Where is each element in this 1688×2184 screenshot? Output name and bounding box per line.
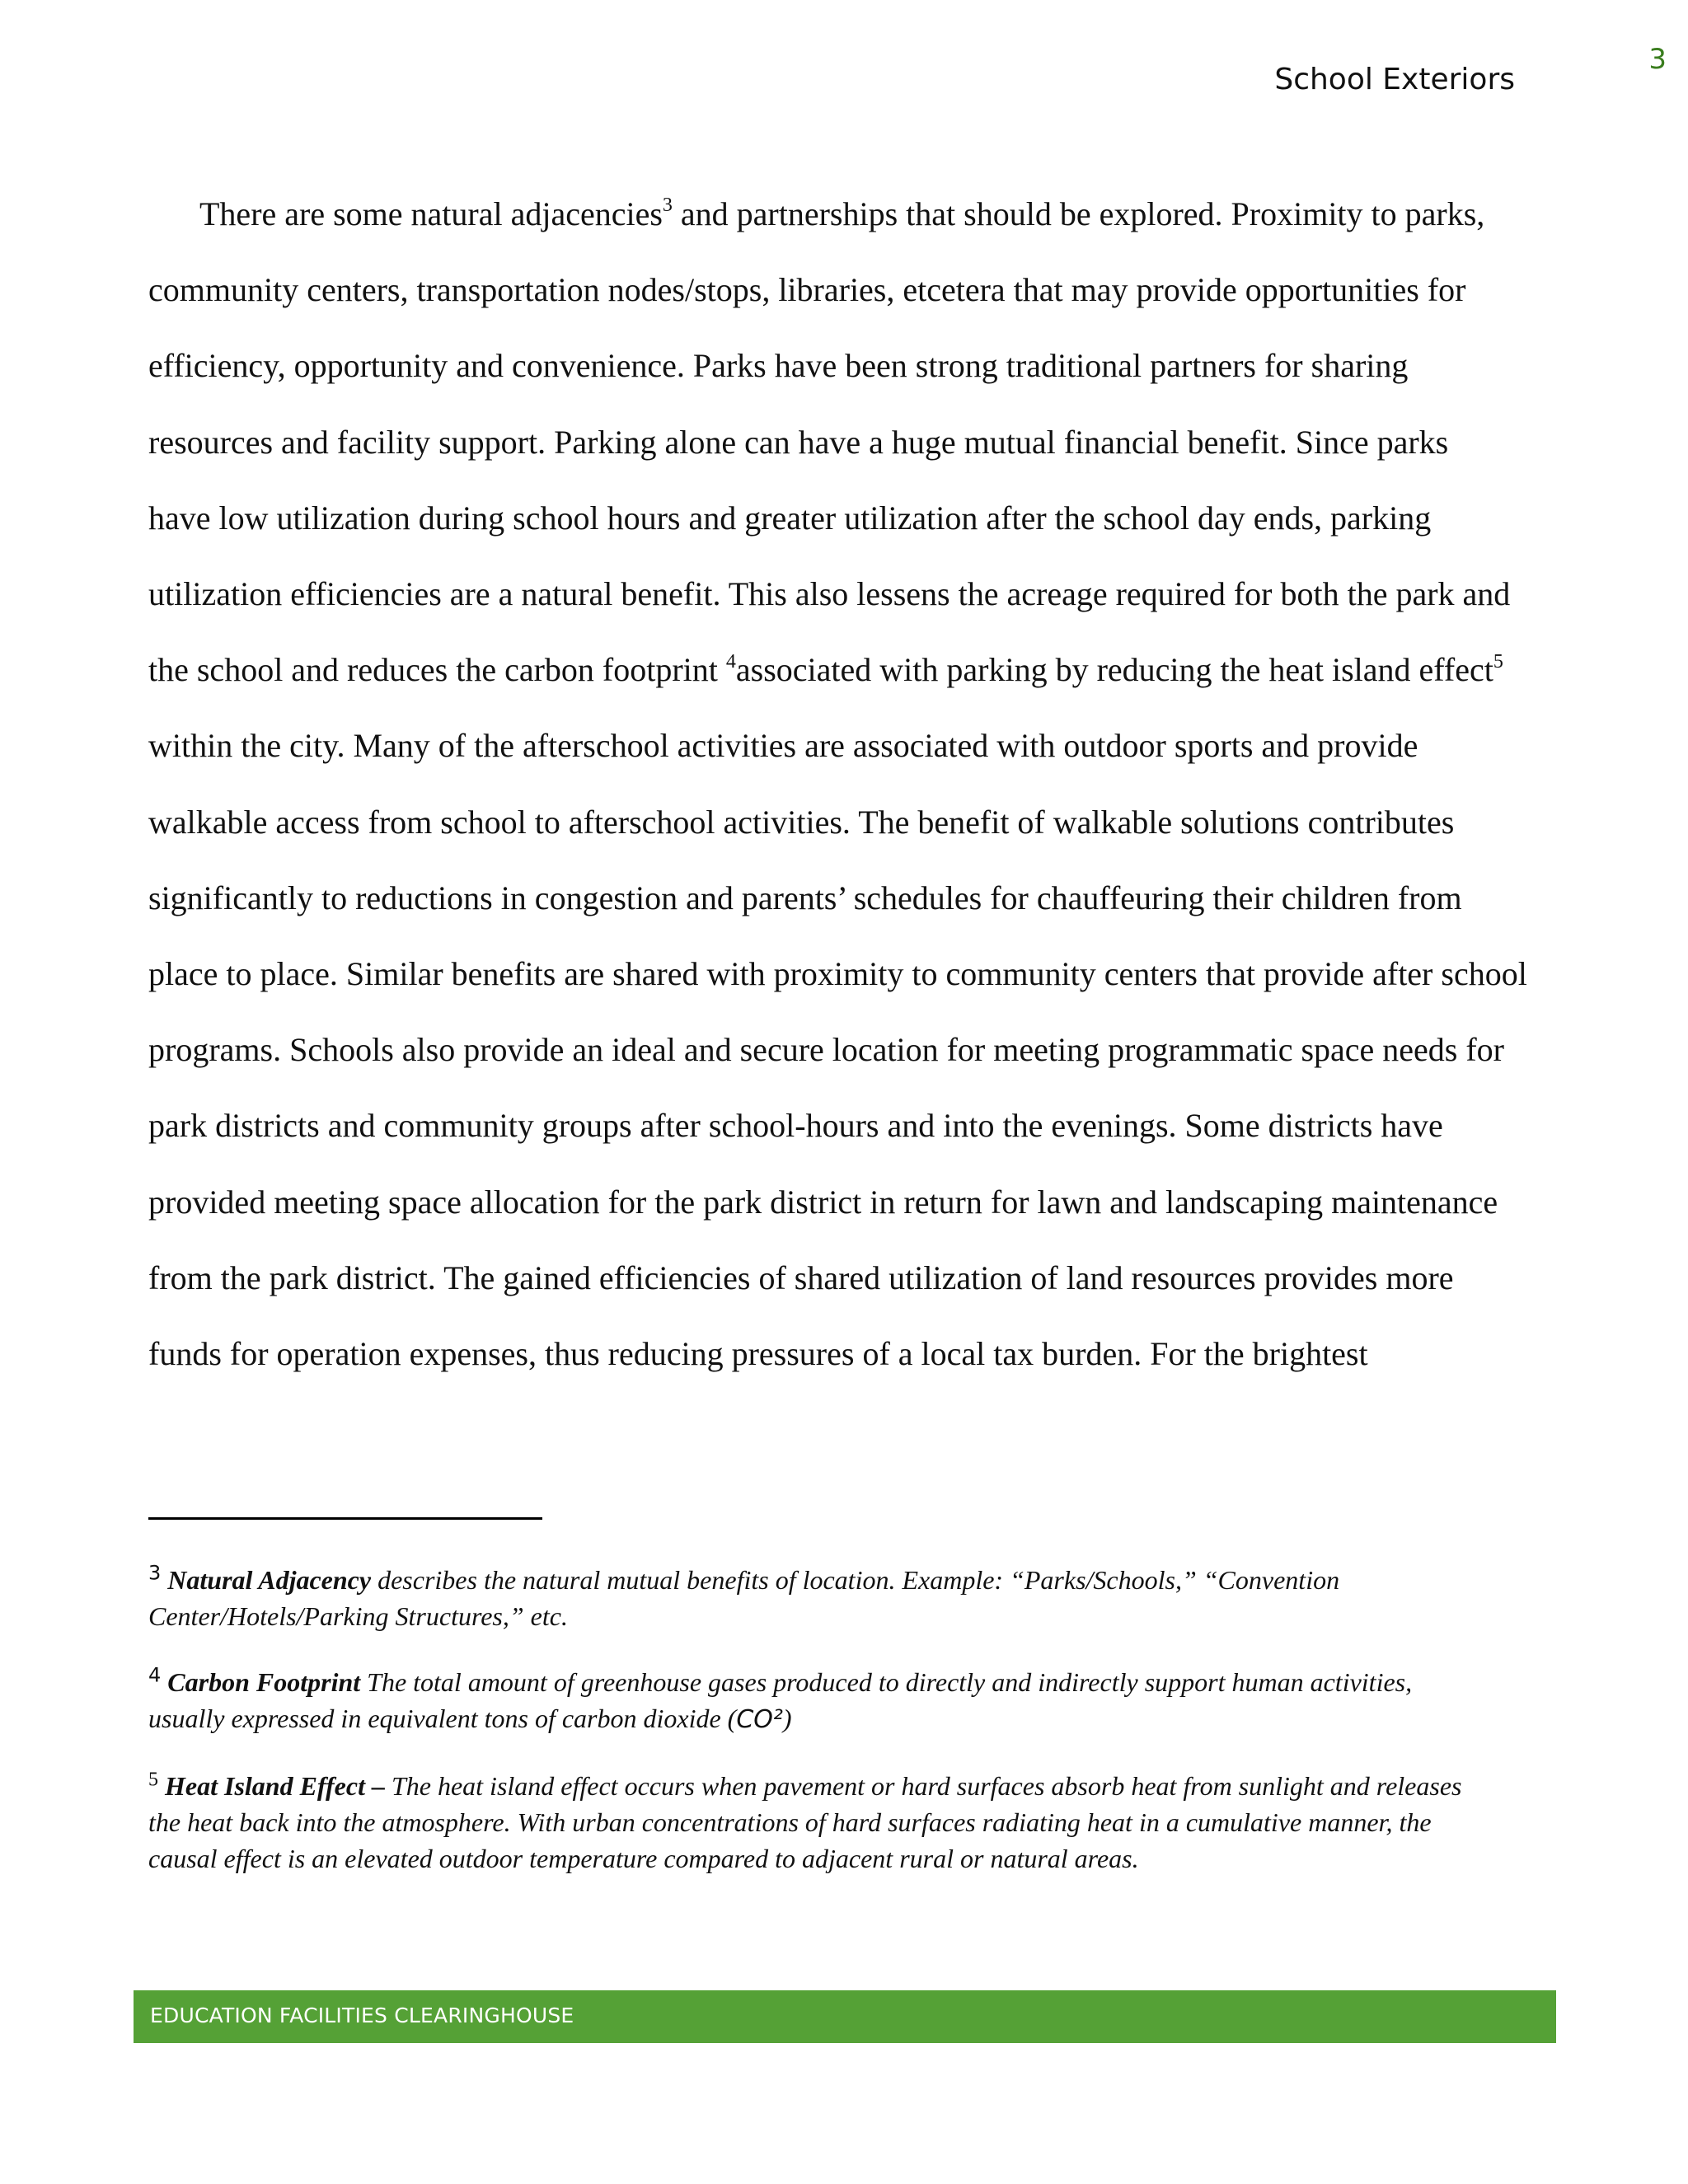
footnote-3	[148, 1562, 1550, 1634]
body-line: place to place. Similar benefits are shared with proximity to community centers that provide after school	[148, 955, 1527, 993]
body-line: walkable access from school to afterschool activities. The benefit of walkable solutions contributes	[148, 803, 1455, 841]
footnote-5	[148, 1768, 1550, 1877]
body-line: have low utilization during school hours and greater utilization after the school day ends, parking	[148, 499, 1432, 537]
body-line: efficiency, opportunity and convenience. Parks have been strong traditional partners for sharing	[148, 347, 1409, 385]
body-line: park districts and community groups after school-hours and into the evenings. Some districts have	[148, 1107, 1443, 1145]
footnote-line: causal effect is an elevated outdoor temperature compared to adjacent rural or natural areas.	[148, 1844, 1139, 1873]
body-text-segment: the school and reduces the carbon footprint	[148, 651, 726, 689]
footnote-ref-4: 4	[725, 650, 736, 673]
body-paragraph	[148, 176, 1541, 1392]
footnotes	[148, 1562, 1550, 1906]
footnote-mark: 4	[148, 1663, 162, 1687]
footnote-text: )	[782, 1704, 792, 1733]
body-line: funds for operation expenses, thus reducing pressures of a local tax burden. For the brightest	[148, 1335, 1368, 1373]
footnote-line	[148, 1700, 1550, 1738]
footnote-line	[148, 1768, 1550, 1804]
footnote-text: The total amount of greenhouse gases produced to directly and indirectly support human activities,	[360, 1667, 1413, 1697]
body-line: community centers, transportation nodes/stops, libraries, etcetera that may provide opportunities for	[148, 271, 1466, 309]
footnote-line: the heat back into the atmosphere. With urban concentrations of hard surfaces radiating heat in a cumulative manner, the	[148, 1807, 1432, 1837]
footnote-text: describes the natural mutual benefits of location. Example: “Parks/Schools,” “Convention	[371, 1565, 1340, 1595]
footnote-ref-5: 5	[1493, 650, 1503, 673]
footnote-line	[148, 1562, 1550, 1598]
body-text-segment: associated with parking by reducing the heat island effect	[735, 651, 1493, 689]
body-line: utilization efficiencies are a natural benefit. This also lessens the acreage required for both the park and	[148, 575, 1511, 613]
body-text-segment: and partnerships that should be explored. Proximity to parks,	[672, 195, 1485, 232]
running-header: School Exteriors	[1274, 63, 1515, 96]
page-number: 3	[1648, 43, 1667, 76]
body-line	[148, 176, 1541, 252]
body-line: provided meeting space allocation for the park district in return for lawn and landscaping maintenance	[148, 1183, 1498, 1221]
footnote-term: Natural Adjacency	[167, 1565, 372, 1595]
footer-label: EDUCATION FACILITIES CLEARINGHOUSE	[150, 2004, 574, 2027]
footnote-line	[148, 1664, 1550, 1700]
co2-formula: CO²	[736, 1705, 783, 1734]
body-line: programs. Schools also provide an ideal and secure location for meeting programmatic space needs for	[148, 1031, 1504, 1069]
footnote-mark: 3	[148, 1561, 162, 1585]
footnote-line: Center/Hotels/Parking Structures,” etc.	[148, 1601, 568, 1631]
footnote-4	[148, 1664, 1550, 1738]
body-text-segment: There are some natural adjacencies	[199, 195, 663, 232]
footnote-separator	[148, 1517, 542, 1520]
body-line	[148, 632, 1541, 708]
footnote-text: The heat island effect occurs when pavement or hard surfaces absorb heat from sunlight and releases	[384, 1771, 1462, 1801]
footnote-ref-3: 3	[662, 194, 673, 217]
footnote-text: usually expressed in equivalent tons of carbon dioxide (	[148, 1704, 737, 1733]
body-line: significantly to reductions in congestion and parents’ schedules for chauffeuring their children from	[148, 879, 1462, 916]
footnote-mark: 5	[148, 1769, 158, 1791]
body-line: resources and facility support. Parking alone can have a huge mutual financial benefit. Since parks	[148, 423, 1449, 461]
footnote-term: Carbon Footprint	[167, 1667, 361, 1697]
body-line: from the park district. The gained efficiencies of shared utilization of land resources provides more	[148, 1258, 1454, 1296]
body-line: within the city. Many of the afterschool activities are associated with outdoor sports and provide	[148, 727, 1418, 765]
footer-bar	[134, 1990, 1556, 2043]
footnote-term: Heat Island Effect –	[165, 1771, 385, 1801]
